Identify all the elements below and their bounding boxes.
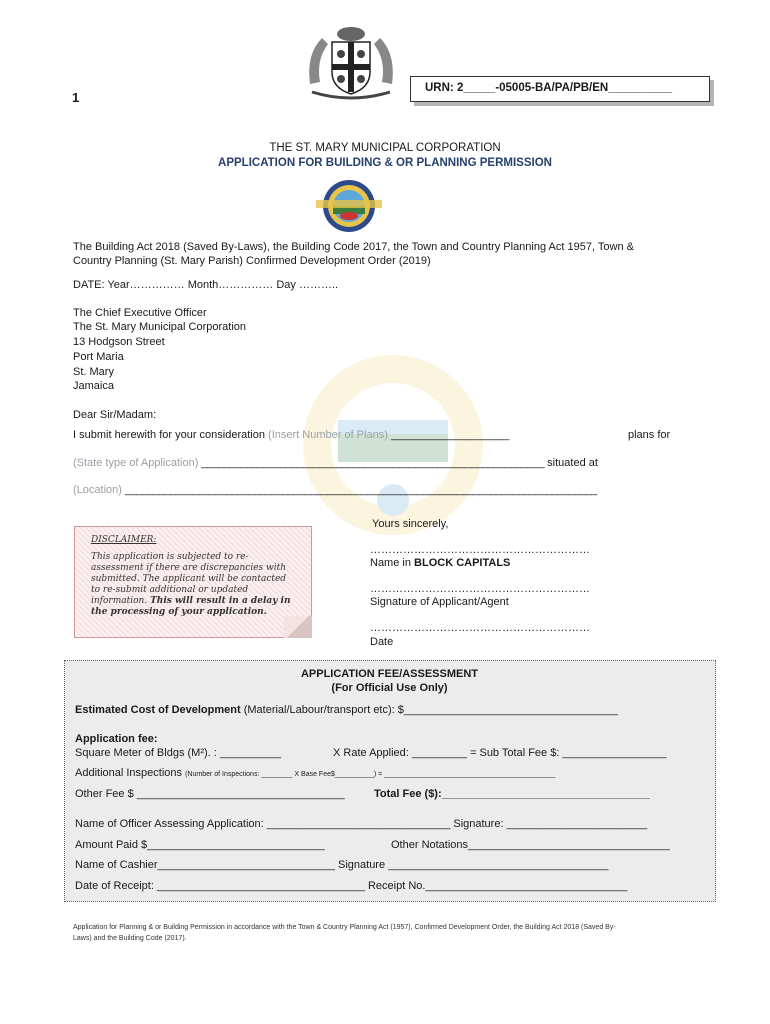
salutation: Dear Sir/Madam: (73, 409, 157, 421)
rate-subtotal-field[interactable]: X Rate Applied: _________ = Sub Total Fee $: _________________ (333, 747, 667, 759)
disclaimer-text: the processing of your application. (91, 607, 267, 617)
disclaimer-delay-notice: This will result in a delay in (150, 596, 291, 606)
other-notations-field[interactable]: Other Notations_________________________________ (391, 839, 670, 851)
address-line: St. Mary (73, 366, 114, 378)
additional-inspections-detail: (Number of Inspections: ________ X Base Fee$__________) = ____________________________________________ (185, 771, 556, 778)
estimated-cost-line[interactable] (75, 704, 618, 716)
number-of-plans-field[interactable]: _____________________ (390, 429, 509, 441)
signature-label: Signature of Applicant/Agent (370, 596, 509, 608)
disclaimer-text: to re-submit additional or updated (91, 585, 249, 595)
address-line: Port Maria (73, 351, 124, 363)
additional-inspections-line[interactable] (75, 767, 555, 779)
footer-note: Application for Planning & or Building Permission in accordance with the Town & Country Planning Act (1957), Confirmed Development Order, the Building Act 2018 (Saved By- (73, 924, 616, 931)
coat-of-arms-icon (302, 24, 400, 102)
name-label-prefix: Name in (370, 557, 411, 569)
disclaimer-title: DISCLAIMER: (91, 535, 157, 545)
urn-text: URN: 2_____-05005-BA/PA/PB/EN__________ (425, 82, 673, 94)
address-line: The Chief Executive Officer (73, 307, 207, 319)
urn-box (410, 76, 710, 102)
square-meter-field[interactable]: Square Meter of Bldgs (M²). : __________ (75, 747, 282, 759)
application-fee-label: Application fee: (75, 733, 158, 745)
disclaimer-text: This application is subjected to re- (91, 552, 249, 562)
name-label (370, 557, 510, 569)
submit-suffix: plans for (628, 429, 671, 441)
situated-at-label: situated at (547, 457, 598, 469)
page-title: APPLICATION FOR BUILDING & OR PLANNING PERMISSION (218, 157, 552, 169)
estimated-cost-field: (Material/Labour/transport etc): $___________________________________ (243, 704, 619, 716)
application-type-hint: (State type of Application) (73, 457, 199, 469)
acts-line-2: Country Planning (St. Mary Parish) Confirmed Development Order (2019) (73, 255, 431, 267)
disclaimer-box (74, 526, 312, 638)
municipal-seal-icon (314, 178, 384, 234)
officer-assessing-field[interactable]: Name of Officer Assessing Application: ______________________________ Signature: _______________________ (75, 818, 648, 830)
number-of-plans-hint: (Insert Number of Plans) (268, 429, 388, 441)
disclaimer-text: assessment if there are discrepancies with (91, 563, 287, 573)
submit-prefix: I submit herewith for your consideration (73, 429, 265, 441)
page-number: 1 (72, 90, 80, 105)
yours-sincerely: Yours sincerely, (372, 518, 449, 530)
location-hint: (Location) (73, 484, 122, 496)
signature-dots[interactable]: …………………………………………………… (370, 583, 590, 595)
acts-line-1: The Building Act 2018 (Saved By-Laws), the Building Code 2017, the Town and Country Planning Act 1957, Town & (73, 241, 634, 253)
fee-title: APPLICATION FEE/ASSESSMENT (300, 668, 479, 680)
location-field[interactable]: ____________________________________________________________________________________ (124, 484, 597, 496)
address-line: 13 Hodgson Street (73, 336, 165, 348)
date-label: Date (370, 636, 394, 648)
submit-line (73, 429, 509, 441)
amount-paid-field[interactable]: Amount Paid $_____________________________ (75, 839, 325, 851)
footer-note: Laws) and the Building Code (2017). (73, 935, 187, 942)
application-type-field[interactable]: _____________________________________________________________ (201, 457, 545, 469)
address-line: Jamaica (73, 380, 114, 392)
estimated-cost-label: Estimated Cost of Development (75, 704, 241, 716)
location-line (73, 484, 597, 496)
watermark-seal-icon (298, 350, 488, 540)
fee-subtitle: (For Official Use Only) (331, 682, 448, 694)
disclaimer-text: information. (91, 596, 148, 606)
address-line: The St. Mary Municipal Corporation (73, 321, 247, 333)
name-label-caps: BLOCK CAPITALS (414, 557, 511, 569)
additional-inspections-label: Additional Inspections (75, 767, 183, 779)
other-fee-field[interactable]: Other Fee $ __________________________________ (75, 788, 345, 800)
name-dots[interactable]: …………………………………………………… (370, 544, 590, 556)
application-type-line (73, 457, 598, 469)
disclaimer-text: submitted. The applicant will be contacted (91, 574, 287, 584)
date-dots[interactable]: …………………………………………………… (370, 622, 590, 634)
date-line[interactable]: DATE: Year…………… Month…………… Day ……….. (73, 279, 339, 291)
receipt-field[interactable]: Date of Receipt: __________________________________ Receipt No._________________________________ (75, 880, 628, 892)
cashier-field[interactable]: Name of Cashier_____________________________ Signature ____________________________________ (75, 859, 609, 871)
total-fee-field[interactable]: Total Fee ($):__________________________________ (374, 788, 650, 800)
org-name: THE ST. MARY MUNICIPAL CORPORATION (269, 142, 501, 154)
fee-assessment-box (64, 660, 716, 902)
